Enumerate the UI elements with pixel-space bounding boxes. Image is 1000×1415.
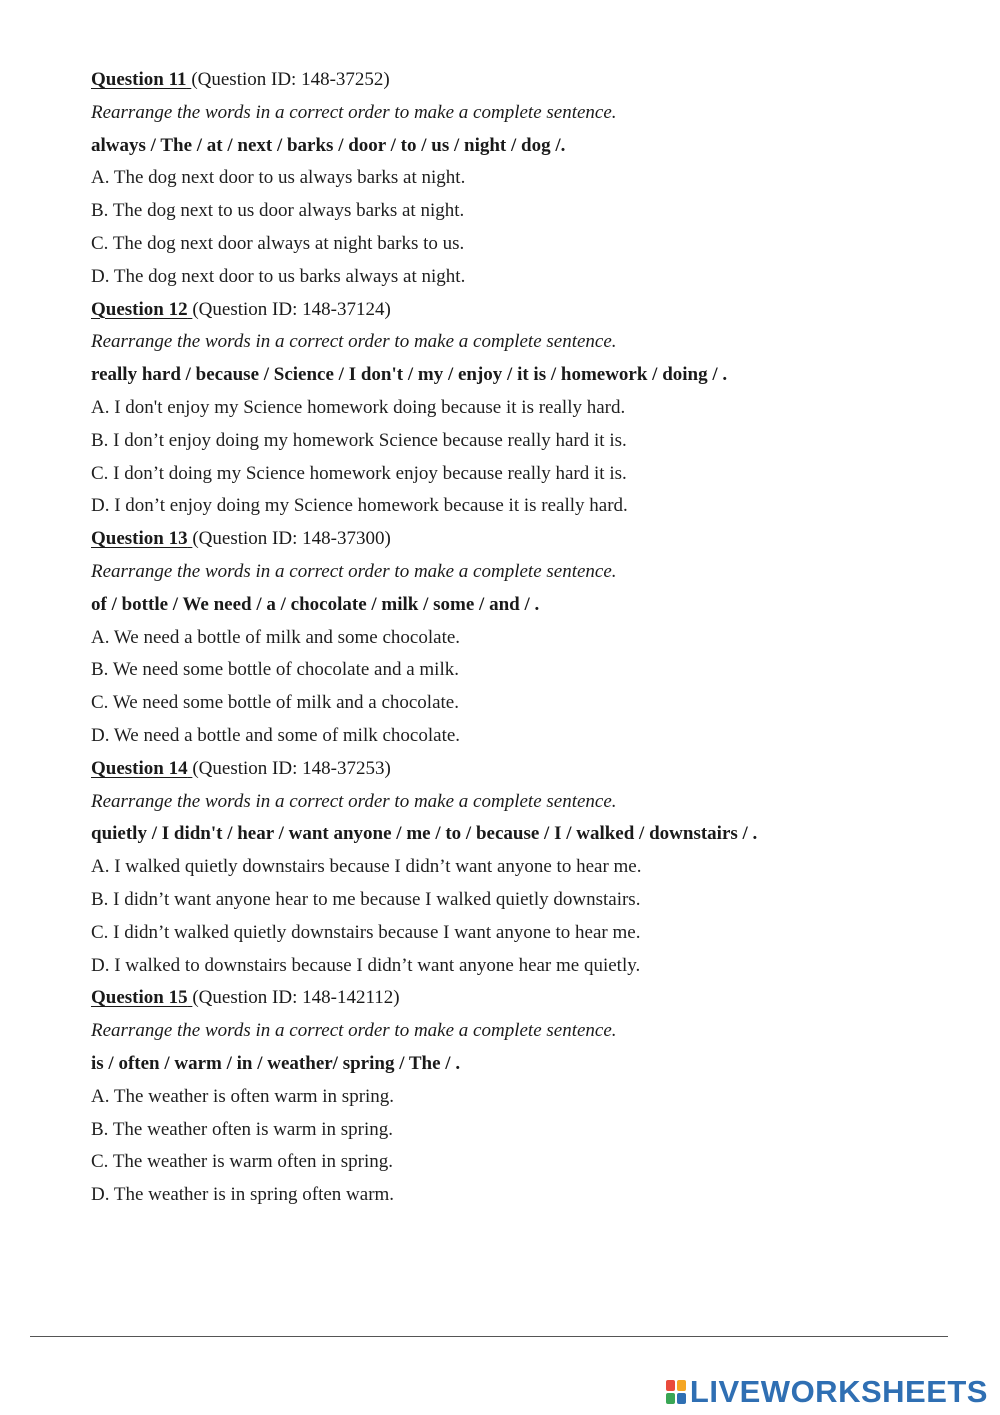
answer-option-c[interactable]: C. We need some bottle of milk and a chocolate. [91, 692, 459, 714]
answer-option-d[interactable]: D. The weather is in spring often warm. [91, 1184, 395, 1206]
question-label: Question 11 [91, 69, 187, 90]
brand-wordmark: LIVEWORKSHEETS [689, 1374, 988, 1409]
logo-tile [677, 1393, 686, 1404]
question-label: Question 12 [91, 298, 188, 320]
worksheet-content [91, 66, 971, 1214]
answer-option-c[interactable]: C. I don’t doing my Science homework enjoy because really hard it is. [91, 462, 627, 484]
question-header [91, 755, 971, 788]
footer-divider [30, 1336, 948, 1337]
answer-option-a[interactable]: A. The dog next door to us always barks at night. [91, 167, 466, 189]
question-label: Question 13 [91, 528, 188, 550]
logo-tile [666, 1380, 675, 1391]
question-label: Question 15 [91, 987, 188, 1009]
logo-tile [666, 1393, 675, 1404]
answer-option-c[interactable]: C. The weather is warm often in spring. [91, 1151, 393, 1173]
question-id: (Question ID: 148-37300) [192, 528, 391, 550]
answer-option-b[interactable]: B. We need some bottle of chocolate and a milk. [91, 659, 459, 681]
question-label: Question 14 [91, 757, 188, 779]
scrambled-words: really hard / because / Science / I don't / my / enjoy / it is / homework / doing / . [91, 364, 728, 386]
question-13 [91, 525, 971, 755]
question-instruction: Rearrange the words in a correct order to make a complete sentence. [91, 331, 617, 353]
question-11 [91, 66, 971, 296]
question-id: (Question ID: 148-37252) [191, 69, 390, 90]
question-15 [91, 984, 971, 1214]
question-id: (Question ID: 148-37253) [192, 757, 391, 779]
question-header [91, 66, 971, 99]
question-instruction: Rearrange the words in a correct order to make a complete sentence. [91, 560, 617, 582]
question-instruction: Rearrange the words in a correct order to make a complete sentence. [91, 790, 617, 812]
question-instruction: Rearrange the words in a correct order to make a complete sentence. [91, 101, 617, 123]
question-instruction: Rearrange the words in a correct order to make a complete sentence. [91, 1020, 617, 1042]
answer-option-b[interactable]: B. The weather often is warm in spring. [91, 1118, 393, 1140]
answer-option-a[interactable]: A. We need a bottle of milk and some chocolate. [91, 626, 461, 648]
question-header [91, 984, 971, 1017]
answer-option-a[interactable]: A. The weather is often warm in spring. [91, 1085, 395, 1107]
answer-option-d[interactable]: D. I walked to downstairs because I didn’t want anyone hear me quietly. [91, 954, 641, 976]
question-id: (Question ID: 148-142112) [192, 987, 400, 1009]
scrambled-words: quietly / I didn't / hear / want anyone / me / to / because / I / walked / downstairs / . [91, 823, 758, 845]
answer-option-c[interactable]: C. I didn’t walked quietly downstairs because I want anyone to hear me. [91, 921, 641, 943]
liveworksheets-logo-icon [666, 1380, 686, 1404]
scrambled-words: is / often / warm / in / weather/ spring / The / . [91, 1052, 461, 1074]
liveworksheets-brand[interactable] [666, 1372, 988, 1412]
answer-option-d[interactable]: D. The dog next door to us barks always at night. [91, 265, 466, 287]
scrambled-words: of / bottle / We need / a / chocolate / milk / some / and / . [91, 593, 540, 615]
answer-option-d[interactable]: D. I don’t enjoy doing my Science homework because it is really hard. [91, 495, 628, 517]
answer-option-a[interactable]: A. I don't enjoy my Science homework doing because it is really hard. [91, 396, 626, 418]
question-header [91, 296, 971, 329]
answer-option-d[interactable]: D. We need a bottle and some of milk chocolate. [91, 724, 461, 746]
question-12 [91, 296, 971, 526]
answer-option-b[interactable]: B. I don’t enjoy doing my homework Science because really hard it is. [91, 429, 627, 451]
answer-option-b[interactable]: B. I didn’t want anyone hear to me because I walked quietly downstairs. [91, 888, 641, 910]
answer-option-b[interactable]: B. The dog next to us door always barks at night. [91, 200, 465, 222]
scrambled-words: always / The / at / next / barks / door / to / us / night / dog /. [91, 134, 566, 156]
logo-tile [677, 1380, 686, 1391]
question-id: (Question ID: 148-37124) [192, 298, 391, 320]
question-header [91, 525, 971, 558]
answer-option-a[interactable]: A. I walked quietly downstairs because I didn’t want anyone to hear me. [91, 856, 642, 878]
answer-option-c[interactable]: C. The dog next door always at night barks to us. [91, 232, 465, 254]
question-14 [91, 755, 971, 985]
